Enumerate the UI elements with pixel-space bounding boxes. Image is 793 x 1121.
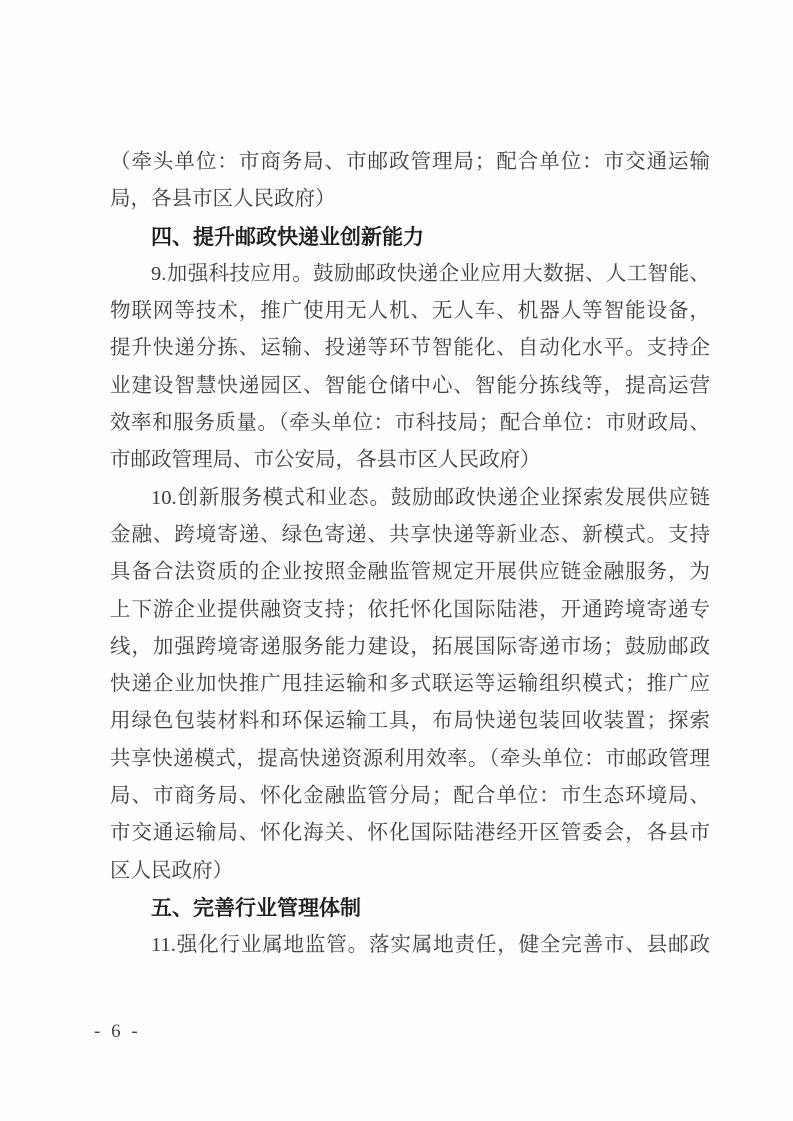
- page-number: - 6 -: [94, 1021, 141, 1042]
- paragraph-item-10: [110, 480, 710, 890]
- text-line: 用绿色包装材料和环保运输工具，布局快递包装回收装置；探索: [110, 710, 710, 733]
- text-line: 提升快递分拣、运输、投递等环节智能化、自动化水平。支持企: [110, 337, 710, 360]
- section-heading-4: [110, 219, 710, 256]
- text-line: 物联网等技术，推广使用无人机、无人车、机器人等智能设备，: [110, 300, 710, 323]
- text-line: 线，加强跨境寄递服务能力建设，拓展国际寄递市场；鼓励邮政: [110, 635, 710, 658]
- text-line: 市交通运输局、怀化海关、怀化国际陆港经开区管委会，各县市: [110, 822, 710, 845]
- text-line: 金融、跨境寄递、绿色寄递、共享快递等新业态、新模式。支持: [110, 523, 710, 546]
- text-line: 共享快递模式，提高快递资源利用效率。（牵头单位：市邮政管理: [110, 747, 710, 770]
- text-line: 局，各县市区人民政府）: [110, 188, 336, 211]
- text-line: 11.强化行业属地监管。落实属地责任，健全完善市、县邮政: [151, 934, 710, 957]
- text-line: 快递企业加快推广甩挂运输和多式联运等运输组织模式；推广应: [110, 673, 710, 696]
- text-line: 局、市商务局、怀化金融监管分局；配合单位：市生态环境局、: [110, 785, 710, 808]
- section-heading-5: [110, 890, 710, 927]
- text-line: 9.加强科技应用。鼓励邮政快递企业应用大数据、人工智能、: [151, 262, 710, 285]
- text-line: 区人民政府）: [110, 859, 233, 882]
- text-line: 市邮政管理局、市公安局，各县市区人民政府）: [110, 449, 541, 472]
- text-line: 四、提升邮政快递业创新能力: [151, 225, 424, 249]
- text-line: 具备合法资质的企业按照金融监管规定开展供应链金融服务，为: [110, 561, 710, 584]
- text-line: 业建设智慧快递园区、智能仓储中心、智能分拣线等，提高运营: [110, 374, 710, 397]
- text-line: （牵头单位：市商务局、市邮政管理局；配合单位：市交通运输: [110, 151, 710, 173]
- text-line: 效率和服务质量。（牵头单位：市科技局；配合单位：市财政局、: [110, 412, 710, 435]
- text-line: 五、完善行业管理体制: [151, 896, 361, 920]
- text-line: 10.创新服务模式和业态。鼓励邮政快递企业探索发展供应链: [151, 486, 710, 509]
- document-text: [110, 144, 710, 965]
- paragraph-item-11: [110, 927, 710, 964]
- paragraph-continuation: [110, 144, 710, 219]
- text-line: 上下游企业提供融资支持；依托怀化国际陆港，开通跨境寄递专: [110, 598, 710, 621]
- paragraph-item-9: [110, 256, 710, 480]
